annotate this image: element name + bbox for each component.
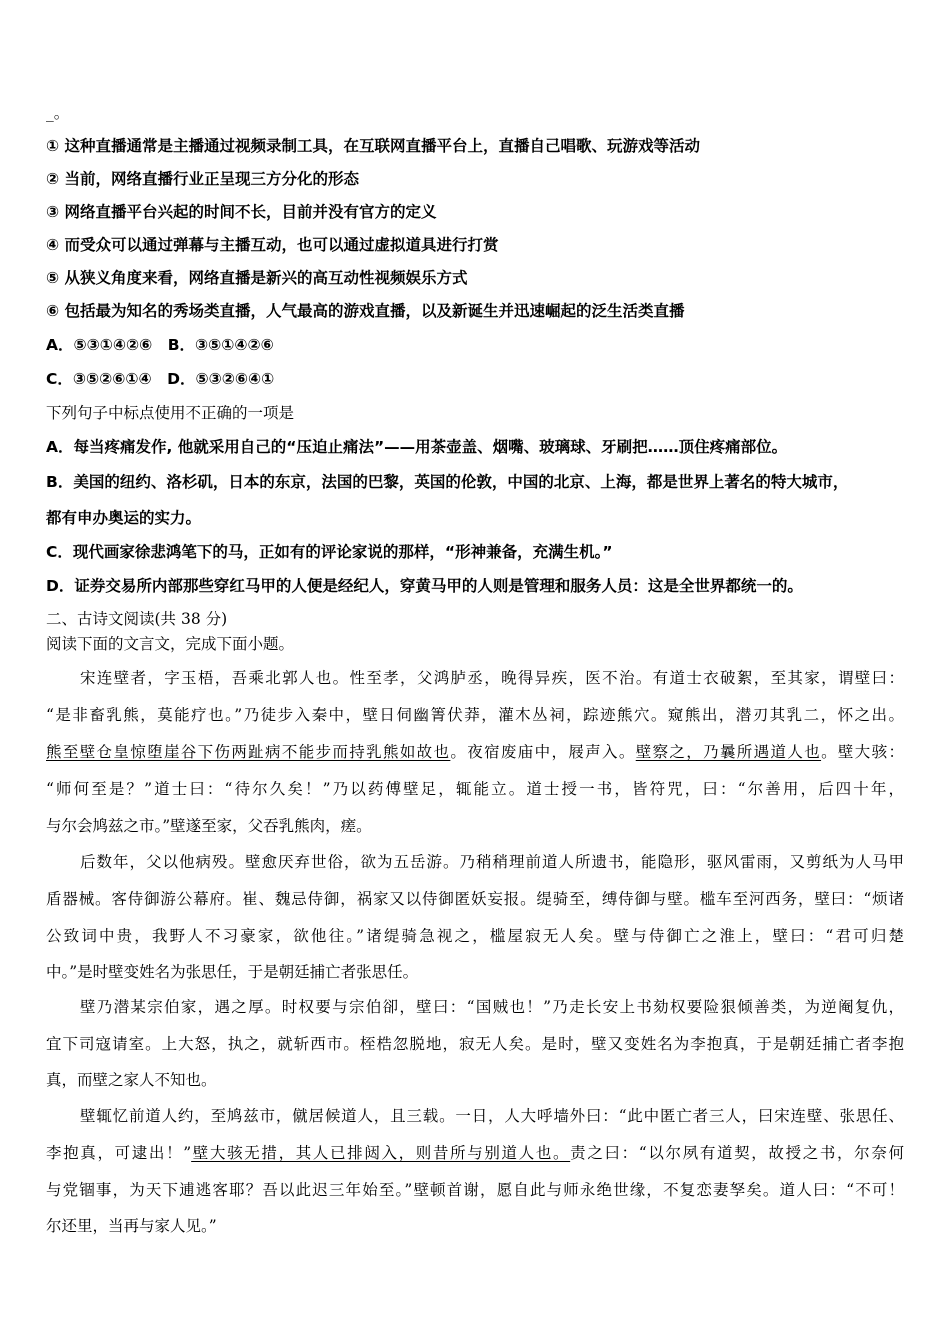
- punct-question-stem: 下列句子中标点使用不正确的一项是: [46, 404, 295, 422]
- sentence-2: ② 当前，网络直播行业正呈现三方分化的形态: [46, 170, 360, 188]
- passage-p1-line1: 宋连壁者，字玉梧，吾乘北郭人也。性至孝，父鸿胪丞，晚得异疾，医不治。有道士衣破絮，至其家，谓壁曰：: [80, 669, 904, 687]
- passage-p4-line4: 尔还里，当再与家人见。”: [46, 1217, 217, 1235]
- section-instruction: 阅读下面的文言文，完成下面小题。: [46, 635, 295, 653]
- passage-p1-line4: “师何至是？”道士曰：“待尔久矣！”乃以药傅壁足，辄能立。道士授一书，皆符咒，曰：“尔善用，后四十年，: [46, 780, 904, 798]
- passage-p4-line3: 与党锢事，为天下逋逃客耶？吾以此迟三年始至。”壁顿首谢，愿自此与师永绝世缘，不复恋妻孥矣。道人曰：“不可！: [46, 1181, 904, 1199]
- passage-p3-line3: 真，而壁之家人不知也。: [46, 1071, 217, 1089]
- sentence-6: ⑥ 包括最为知名的秀场类直播，人气最高的游戏直播，以及新诞生并迅速崛起的泛生活类直播: [46, 302, 685, 320]
- punct-option-a: A．每当疼痛发作, 他就采用自己的“压迫止痛法”——用茶壶盖、烟嘴、玻璃球、牙刷把……顶住疼痛部位。: [46, 438, 788, 456]
- underlined-sentence-punctuation: 熊至壁仓皇惊堕崖谷下伤两趾病不能步而持乳熊如故也: [46, 743, 451, 761]
- section-title: 二、古诗文阅读(共 38 分): [46, 610, 228, 628]
- passage-p4-line1: 壁辄忆前道人约，至鸠兹市，僦居候道人，且三载。一日，人大呼墙外曰：“此中匿亡者三人，曰宋连壁、张思任、: [80, 1107, 904, 1125]
- passage-p3-line1: 壁乃潜某宗伯家，遇之厚。时权要与宗伯卻，壁曰：“国贼也！”乃走长安上书劾权要险狠倾善类，为逆阉复仇，: [80, 998, 904, 1016]
- order-options-cd: C．③⑤②⑥①④ D．⑤③②⑥④①: [46, 370, 275, 388]
- passage-p4-line2: 李抱真，可逮出！”壁大骇无措，其人已排闼入，则昔所与别道人也。责之曰：“以尔夙有道契，故授之书，尔奈何: [46, 1144, 904, 1162]
- punct-option-b-line1: B．美国的纽约、洛杉矶，日本的东京，法国的巴黎，英国的伦敦，中国的北京、上海，都是世界上著名的特大城市，: [46, 473, 849, 491]
- underlined-sentence-translation-2: 壁大骇无措，其人已排闼入，则昔所与别道人也。: [191, 1144, 571, 1162]
- top-fragment: _。: [46, 104, 70, 122]
- sentence-3: ③ 网络直播平台兴起的时间不长，目前并没有官方的定义: [46, 203, 437, 221]
- punct-option-d: D．证券交易所内部那些穿红马甲的人便是经纪人，穿黄马甲的人则是管理和服务人员：这是全世界都统一的。: [46, 577, 803, 595]
- passage-p1-line5: 与尔会鸠兹之市。”壁遂至家，父吞乳熊肉，瘥。: [46, 817, 372, 835]
- passage-p1-line2: “是非畜乳熊，莫能疗也。”乃徒步入秦中，壁日伺幽箐伏莽，灌木丛祠，踪迹熊穴。窥熊出，潜刃其乳二，怀之出。: [46, 706, 904, 724]
- sentence-1: ① 这种直播通常是主播通过视频录制工具，在互联网直播平台上，直播自己唱歌、玩游戏等活动: [46, 137, 701, 155]
- passage-p2-line4: 中。”是时壁变姓名为张思任，于是朝廷捕亡者张思任。: [46, 963, 419, 981]
- sentence-5: ⑤ 从狭义角度来看，网络直播是新兴的高互动性视频娱乐方式: [46, 269, 468, 287]
- punct-option-b-line2: 都有申办奥运的实力。: [46, 509, 202, 527]
- passage-p2-line3: 公致词中贵，我野人不习豪家，欲他往。”诸缇骑急视之，槛屋寂无人矣。壁与侍御亡之淮上，壁曰：“君可归楚: [46, 927, 904, 945]
- order-options-ab: A．⑤③①④②⑥ B．③⑤①④②⑥: [46, 336, 274, 354]
- passage-p3-line2: 宜下司寇请室。上大怒，执之，就斩西市。桎梏忽脱地，寂无人矣。是时，壁又变姓名为李抱真，于是朝廷捕亡者李抱: [46, 1035, 904, 1053]
- passage-p2-line2: 盾器械。客侍御游公幕府。崔、魏忌侍御，祸家又以侍御匿妖妄报。缇骑至，缚侍御与壁。槛车至河西务，壁曰：“烦诸: [46, 890, 904, 908]
- punct-option-c: C．现代画家徐悲鸿笔下的马，正如有的评论家说的那样，“形神兼备，充满生机。”: [46, 543, 613, 561]
- passage-p2-line1: 后数年，父以他病殁。壁愈厌弃世俗，欲为五岳游。乃稍稍理前道人所遗书，能隐形，驱风雷雨，又剪纸为人马甲: [80, 853, 904, 871]
- underlined-sentence-translation-1: 壁察之，乃曩所遇道人也: [635, 743, 822, 761]
- sentence-4: ④ 而受众可以通过弹幕与主播互动，也可以通过虚拟道具进行打赏: [46, 236, 499, 254]
- passage-p1-line3: 熊至壁仓皇惊堕崖谷下伤两趾病不能步而持乳熊如故也。夜宿废庙中，屐声入。壁察之，乃曩所遇道人也。壁大骇：: [46, 743, 904, 761]
